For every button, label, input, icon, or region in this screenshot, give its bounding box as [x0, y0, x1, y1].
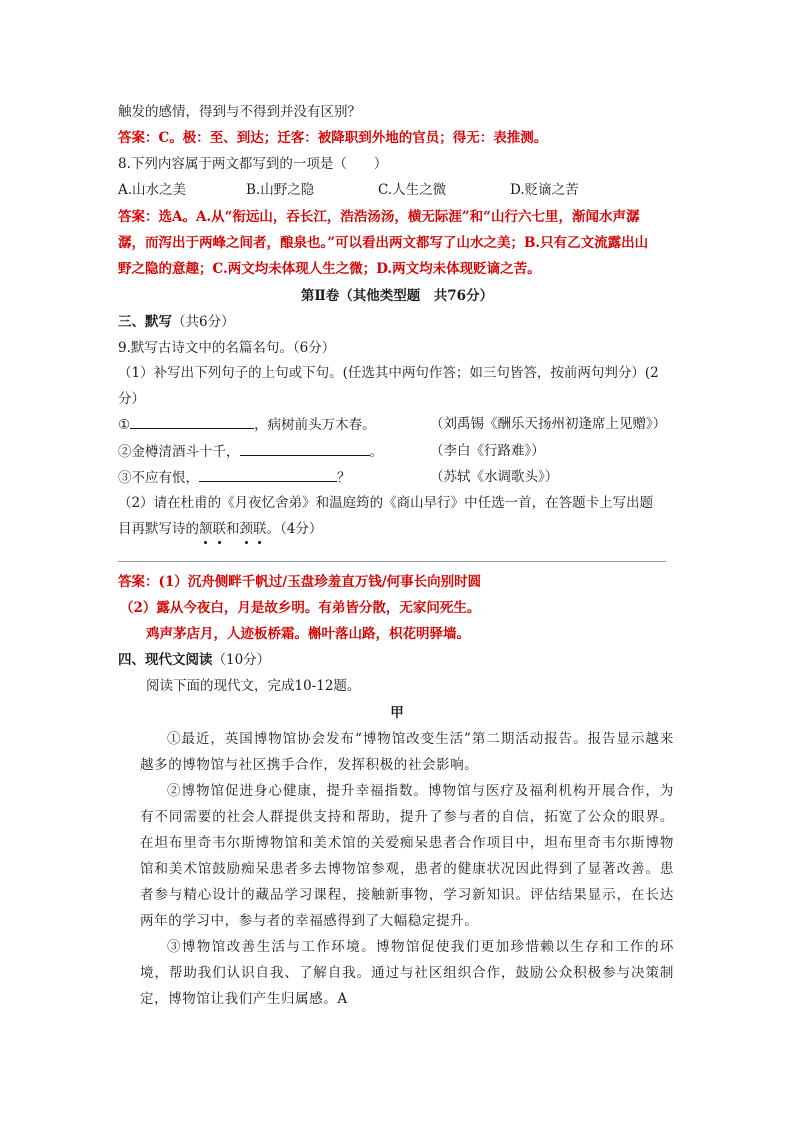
- emphasis-char: 联: [253, 521, 267, 537]
- blank-1-number: ①: [118, 417, 131, 433]
- question-8: 8.下列内容属于两文都写到的一项是（ ）: [118, 156, 388, 172]
- blank-3-line[interactable]: [199, 467, 337, 482]
- section-3-title: 三、默写: [118, 314, 172, 330]
- answer-8-line-2: 潺，而泻出于两峰之间者，酿泉也。”可以看出两文都写了山水之美；B.只有乙文流露出山: [118, 235, 649, 251]
- blank-2-line[interactable]: [240, 441, 370, 456]
- passage-label-jia: 甲: [390, 705, 404, 721]
- answer-9-part-2-line-1: （2）露从今夜白，月是故乡明。有弟皆分散，无家问死生。: [120, 600, 481, 616]
- blank-2-end: 。: [369, 444, 383, 460]
- answer-9-part-2-line-2: 鸡声茅店月，人迹板桥霜。槲叶落山路，枳花明驿墙。: [146, 626, 470, 642]
- passage-paragraph-2: ②博物馆促进身心健康，提升幸福指数。博物馆与医疗及福利机构开展合作，为有不同需要的社会人群提供支持和帮助，提升了参与者的自信，拓宽了公众的眼界。在坦布里奇韦尔斯博物馆和美术馆的关爱痴呆患者合作项目中，坦布里奇韦尔斯博物馆和美术馆鼓励痴呆患者多去博物馆参观，患者的健康状况因此得到了显著改善。患者参与精心设计的藏品学习课程，接触新事物，学习新知识。评估结果显示，在长达两年的学习中，参与者的幸福感得到了大幅稳定提升。: [140, 783, 674, 929]
- section-4-heading: [118, 650, 270, 670]
- option-b: B.山野之隐: [246, 182, 315, 198]
- passage-body: [140, 726, 674, 1012]
- fill-blank-1: [118, 414, 678, 435]
- question-9-part-2-cont: [118, 519, 322, 539]
- fill-blank-3: [118, 467, 678, 488]
- question-7-tail: 触发的感情，得到与不得到并没有区别？: [118, 104, 361, 120]
- section-3-points: （共6分）: [172, 314, 235, 330]
- emphasis-char: 联: [212, 521, 226, 537]
- question-9: 9.默写古诗文中的名篇名句。（6分）: [118, 340, 336, 356]
- answer-9-part-1: 答案：(1）沉舟侧畔千帆过/玉盘珍羞直万钱/何事长向别时圆: [118, 574, 482, 590]
- question-9-part-2: （2）请在杜甫的《月夜忆舍弟》和温庭筠的《商山早行》中任选一首，在答题卡上写出题: [118, 495, 654, 511]
- emphasis-char: 颔: [199, 521, 213, 537]
- option-c: C.人生之微: [378, 182, 447, 198]
- answer-7: 答案：C。极：至、到达；迁客：被降职到外地的官员；得无：表推测。: [118, 130, 548, 146]
- answer-8-line-1: 答案：选A。A.从“衔远山，吞长江，浩浩汤汤，横无际涯”和“山行六七里，渐闻水声潺: [118, 209, 640, 225]
- divider: [118, 561, 666, 562]
- fill-blank-2: [118, 441, 678, 462]
- reading-instruction: 阅读下面的现代文，完成10-12题。: [146, 678, 361, 694]
- section-2-heading: 第Ⅱ卷（其他类型题 共76分）: [300, 288, 494, 304]
- blank-2-source: （李白《行路难》）: [430, 443, 545, 459]
- section-3-heading: [118, 312, 235, 332]
- blank-2-text: ②金樽清酒斗十千，: [118, 444, 240, 460]
- question-9-part-1-cont: 分）: [118, 391, 145, 407]
- blank-3-end: ？: [337, 470, 351, 486]
- blank-3-source: （苏轼《水调歌头》）: [430, 469, 559, 485]
- option-a: A.山水之美: [118, 182, 187, 198]
- option-d: D.贬谪之苦: [510, 182, 579, 198]
- part-2-and: 和: [226, 521, 240, 537]
- blank-1-line[interactable]: [130, 414, 254, 429]
- blank-3-text: ③不应有恨，: [118, 470, 199, 486]
- part-2-prefix: 目再默写诗的: [118, 521, 199, 537]
- passage-paragraph-3: ③博物馆改善生活与工作环境。博物馆促使我们更加珍惜赖以生存和工作的环境，帮助我们认识自我、了解自我。通过与社区组织合作，鼓励公众积极参与决策制定，博物馆让我们产生归属感。A: [140, 939, 674, 1007]
- emphasis-char: 颈: [239, 521, 253, 537]
- question-9-part-1: （1）补写出下列句子的上句或下句。(任选其中两句作答；如三句皆答，按前两句判分）(2: [118, 365, 659, 381]
- answer-8-line-3: 野之隐的意趣；C.两文均未体现人生之微；D.两文均未体现贬谪之苦。: [118, 261, 541, 277]
- passage-paragraph-1: ①最近，英国博物馆协会发布“博物馆改变生活”第二期活动报告。报告显示越来越多的博物馆与社区携手合作，发挥积极的社会影响。: [140, 731, 674, 773]
- part-2-points: 。（4分）: [266, 521, 323, 537]
- section-4-title: 四、现代文阅读: [118, 652, 213, 668]
- section-4-points: （10分）: [212, 652, 271, 668]
- blank-1-text: ，病树前头万木春。: [254, 417, 376, 433]
- blank-1-source: （刘禹锡《酬乐天扬州初逢席上见赠》）: [430, 416, 667, 432]
